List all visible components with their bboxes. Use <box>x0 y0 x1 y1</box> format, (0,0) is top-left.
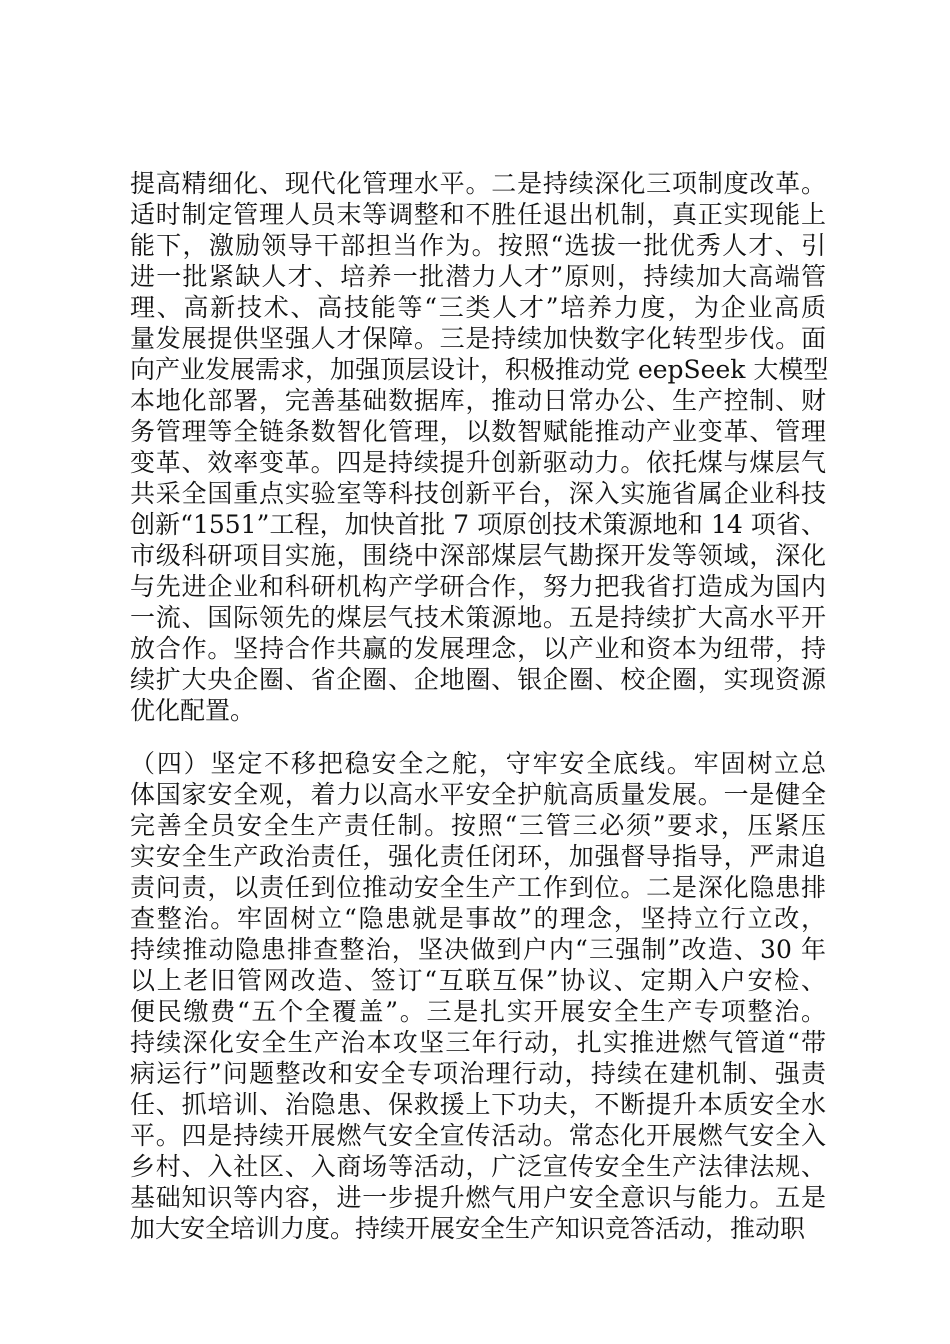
text-line: 市级科研项目实施，围绕中深部煤层气勘探开发等领域，深化 <box>130 541 826 570</box>
text-line: 共采全国重点实验室等科技创新平台，深入实施省属企业科技 <box>130 479 826 508</box>
text-line: 量发展提供坚强人才保障。三是持续加快数字化转型步伐。面 <box>130 324 826 353</box>
text-line: 能下，激励领导干部担当作为。按照“选拔一批优秀人才、引 <box>130 231 826 260</box>
text-line: 适时制定管理人员末等调整和不胜任退出机制，真正实现能上 <box>130 200 826 229</box>
text-line: 一流、国际领先的煤层气技术策源地。五是持续扩大高水平开 <box>130 603 826 632</box>
text-line: 持续推动隐患排查整治，坚决做到户内“三强制”改造、30 年 <box>130 935 826 964</box>
text-line: 理、高新技术、高技能等“三类人才”培养力度，为企业高质 <box>130 293 826 322</box>
text-line: 体国家安全观，着力以高水平安全护航高质量发展。一是健全 <box>130 780 826 809</box>
text-line: 向产业发展需求，加强顶层设计，积极推动党 eepSeek 大模型 <box>130 355 829 384</box>
text-line: 责问责，以责任到位推动安全生产工作到位。二是深化隐患排 <box>130 873 826 902</box>
text-line: 续扩大央企圈、省企圈、企地圈、银企圈、校企圈，实现资源 <box>130 665 826 694</box>
text-line: 任、抓培训、治隐患、保救援上下功夫，不断提升本质安全水 <box>130 1090 826 1119</box>
paragraph-gap <box>130 726 826 748</box>
text-line: 优化配置。 <box>130 696 256 725</box>
text-line: 本地化部署，完善基础数据库，推动日常办公、生产控制、财 <box>130 386 826 415</box>
text-line: 务管理等全链条数智化管理，以数智赋能推动产业变革、管理 <box>130 417 826 446</box>
document-body <box>130 168 829 1244</box>
text-line: 加大安全培训力度。持续开展安全生产知识竞答活动，推动职 <box>130 1214 806 1243</box>
text-line: 持续深化安全生产治本攻坚三年行动，扎实推进燃气管道“带 <box>130 1028 826 1057</box>
text-line: 提高精细化、现代化管理水平。二是持续深化三项制度改革。 <box>130 169 826 198</box>
text-line: 乡村、入社区、入商场等活动，广泛宣传安全生产法律法规、 <box>130 1152 826 1181</box>
text-line: 以上老旧管网改造、签订“互联互保”协议、定期入户安检、 <box>130 966 826 995</box>
text-line: 平。四是持续开展燃气安全宣传活动。常态化开展燃气安全入 <box>130 1121 826 1150</box>
paragraph-2 <box>130 748 826 1244</box>
text-line: 查整治。牢固树立“隐患就是事故”的理念，坚持立行立改， <box>130 904 826 933</box>
text-line: 病运行”问题整改和安全专项治理行动，持续在建机制、强责 <box>130 1059 826 1088</box>
text-line: 创新“1551”工程，加快首批 7 项原创技术策源地和 14 项省、 <box>130 510 826 539</box>
text-line: 进一批紧缺人才、培养一批潜力人才”原则，持续加大高端管 <box>130 262 826 291</box>
paragraph-1 <box>130 168 829 726</box>
text-line: 便民缴费“五个全覆盖”。三是扎实开展安全生产专项整治。 <box>130 997 826 1026</box>
text-line: 基础知识等内容，进一步提升燃气用户安全意识与能力。五是 <box>130 1183 826 1212</box>
text-line: （四）坚定不移把稳安全之舵，守牢安全底线。牢固树立总 <box>130 749 826 778</box>
text-line: 实安全生产政治责任，强化责任闭环，加强督导指导，严肃追 <box>130 842 826 871</box>
text-line: 完善全员安全生产责任制。按照“三管三必须”要求，压紧压 <box>130 811 826 840</box>
text-line: 变革、效率变革。四是持续提升创新驱动力。依托煤与煤层气 <box>130 448 826 477</box>
text-line: 放合作。坚持合作共赢的发展理念，以产业和资本为纽带，持 <box>130 634 826 663</box>
text-line: 与先进企业和科研机构产学研合作，努力把我省打造成为国内 <box>130 572 826 601</box>
